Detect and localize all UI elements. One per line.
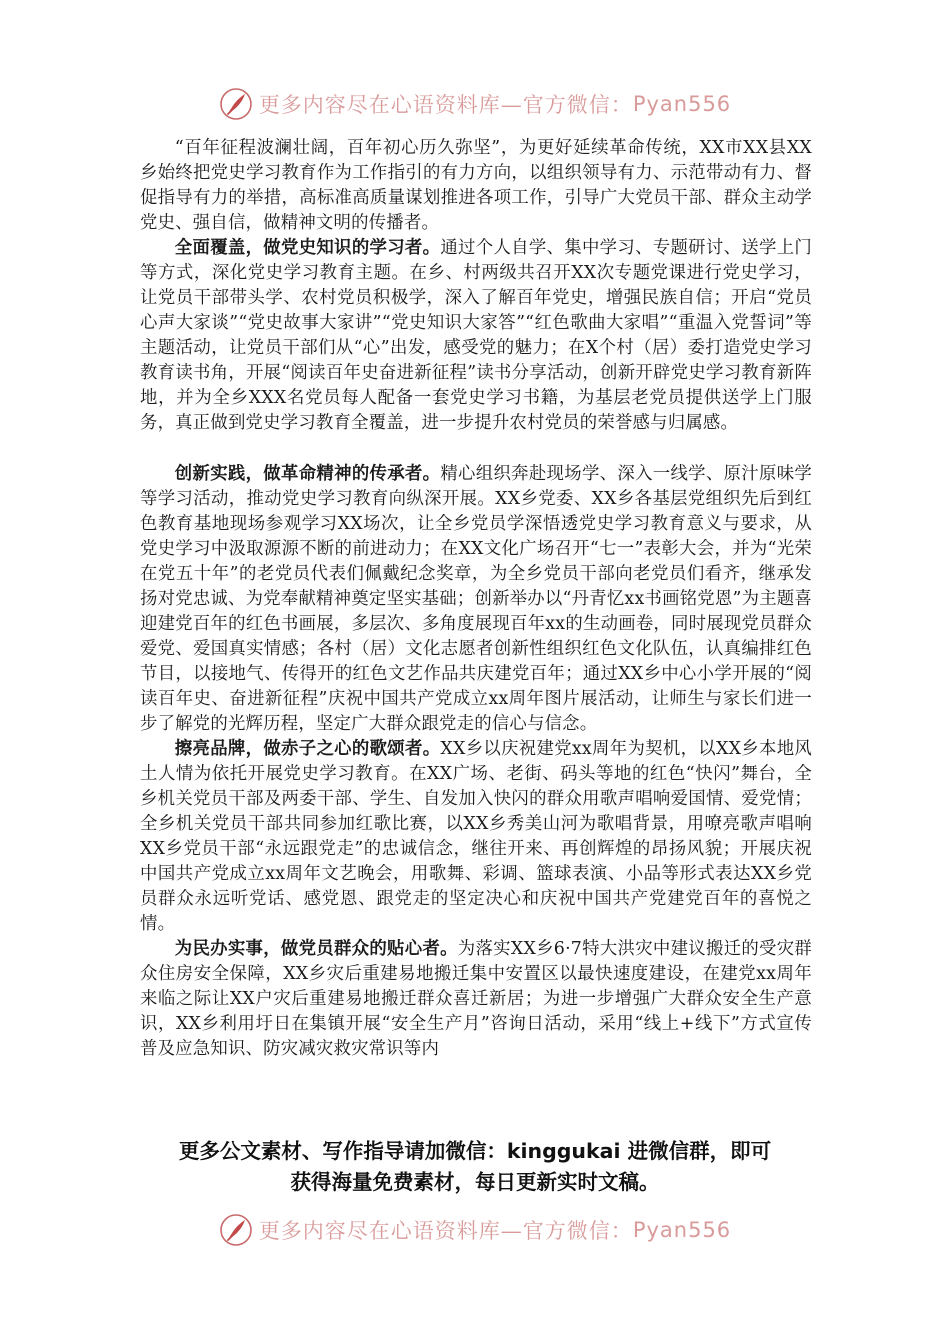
- paragraph-text: 为落实XX乡6·7特大洪灾中建议搬迁的受灾群众住房安全保障，XX乡灾后重建易地搬迁集中安置区以最快速度建设，在建党xx周年来临之际让XX户灾后重建易地搬迁群众喜迁新居；为进一步增强广大群众安全生产意识，XX乡利用圩日在集镇开展“安全生产月”咨询日活动，采用“线上+线下”方式宣传普及应急知识、防灾减灾救灾常识等内: [140, 939, 812, 1059]
- section-paragraph-service: [140, 937, 812, 1062]
- footer-watermark: [0, 1208, 950, 1252]
- quill-logo-icon: [219, 1213, 253, 1247]
- paragraph-spacer: [140, 436, 812, 462]
- header-watermark: [0, 82, 950, 126]
- section-heading: 全面覆盖，做党史知识的学习者。: [174, 238, 441, 258]
- section-paragraph-coverage: [140, 236, 812, 436]
- section-heading: 擦亮品牌，做赤子之心的歌颂者。: [174, 739, 441, 759]
- section-heading: 创新实践，做革命精神的传承者。: [174, 464, 441, 484]
- paragraph-text: 精心组织奔赴现场学、深入一线学、原汁原味学等学习活动，推动党史学习教育向纵深开展。XX乡党委、XX乡各基层党组织先后到红色教育基地现场参观学习XX场次，让全乡党员学深悟透党史学习教育意义与要求，从党史学习中汲取源源不断的前进动力；在XX文化广场召开“七一”表彰大会，并为“光荣在党五十年”的老党员代表们佩戴纪念奖章，为全乡党员干部向老党员们看齐，继承发扬对党忠诚、为党奉献精神奠定坚实基础；创新举办以“丹青忆xx书画铭党恩”为主题喜迎建党百年的红色书画展，多层次、多角度展现百年xx的生动画卷，同时展现党员群众爱党、爱国真实情感；各村（居）文化志愿者创新性组织红色文化队伍，认真编排红色节目，以接地气、传得开的红色文艺作品共庆建党百年；通过XX乡中心小学开展的“阅读百年史、奋进新征程”庆祝中国共产党成立xx周年图片展活动，让师生与家长们进一步了解党的光辉历程，坚定广大群众跟党走的信心与信念。: [140, 464, 812, 734]
- watermark-wechat-id: Pyan556: [632, 92, 732, 116]
- intro-paragraph: [140, 136, 812, 236]
- paragraph-text: 通过个人自学、集中学习、专题研讨、送学上门等方式，深化党史学习教育主题。在乡、村两级共召开XX次专题党课进行党史学习，让党员干部带头学、农村党员积极学，深入了解百年党史，增强民族自信；开启“党员心声大家谈”“党史故事大家讲”“党史知识大家答”“红色歌曲大家唱”“重温入党誓词”等主题活动，让党员干部们从“心”出发，感受党的魅力；在X个村（居）委打造党史学习教育读书角，开展“阅读百年史奋进新征程”读书分享活动，创新开辟党史学习教育新阵地，并为全乡XXX名党员每人配备一套党史学习书籍，为基层老党员提供送学上门服务，真正做到党史学习教育全覆盖，进一步提升农村党员的荣誉感与归属感。: [140, 238, 812, 433]
- promo-notice: [130, 1136, 820, 1198]
- section-paragraph-innovation: [140, 462, 812, 737]
- quill-logo-icon: [219, 87, 253, 121]
- promo-line-2: 获得海量免费素材，每日更新实时文稿。: [290, 1170, 660, 1194]
- watermark-text: 更多内容尽在心语资料库—官方微信：: [258, 93, 633, 117]
- watermark-text: 更多内容尽在心语资料库—官方微信：: [258, 1219, 633, 1243]
- document-body: [140, 136, 812, 1062]
- paragraph-text: XX乡以庆祝建党xx周年为契机，以XX乡本地风土人情为依托开展党史学习教育。在XX广场、老街、码头等地的红色“快闪”舞台，全乡机关党员干部及两委干部、学生、自发加入快闪的群众用歌声唱响爱国情、爱党情；全乡机关党员干部共同参加红歌比赛，以XX乡秀美山河为歌唱背景，用嘹亮歌声唱响XX乡党员干部“永远跟党走”的忠诚信念，继往开来、再创辉煌的昂扬风貌；开展庆祝中国共产党成立xx周年文艺晚会，用歌舞、彩调、篮球表演、小品等形式表达XX乡党员群众永远听党话、感党恩、跟党走的坚定决心和庆祝中国共产党建党百年的喜悦之情。: [140, 739, 812, 934]
- section-heading: 为民办实事，做党员群众的贴心者。: [174, 939, 458, 959]
- promo-line-1: 更多公文素材、写作指导请加微信：kinggukai 进微信群，即可: [178, 1139, 772, 1163]
- paragraph-text: “百年征程波澜壮阔，百年初心历久弥坚”，为更好延续革命传统，XX市XX县XX乡始终把党史学习教育作为工作指引的有力方向，以组织领导有力、示范带动有力、督促指导有力的举措，高标准高质量谋划推进各项工作，引导广大党员干部、群众主动学党史、强自信，做精神文明的传播者。: [140, 138, 812, 233]
- watermark-wechat-id: Pyan556: [632, 1218, 732, 1242]
- section-paragraph-brand: [140, 737, 812, 937]
